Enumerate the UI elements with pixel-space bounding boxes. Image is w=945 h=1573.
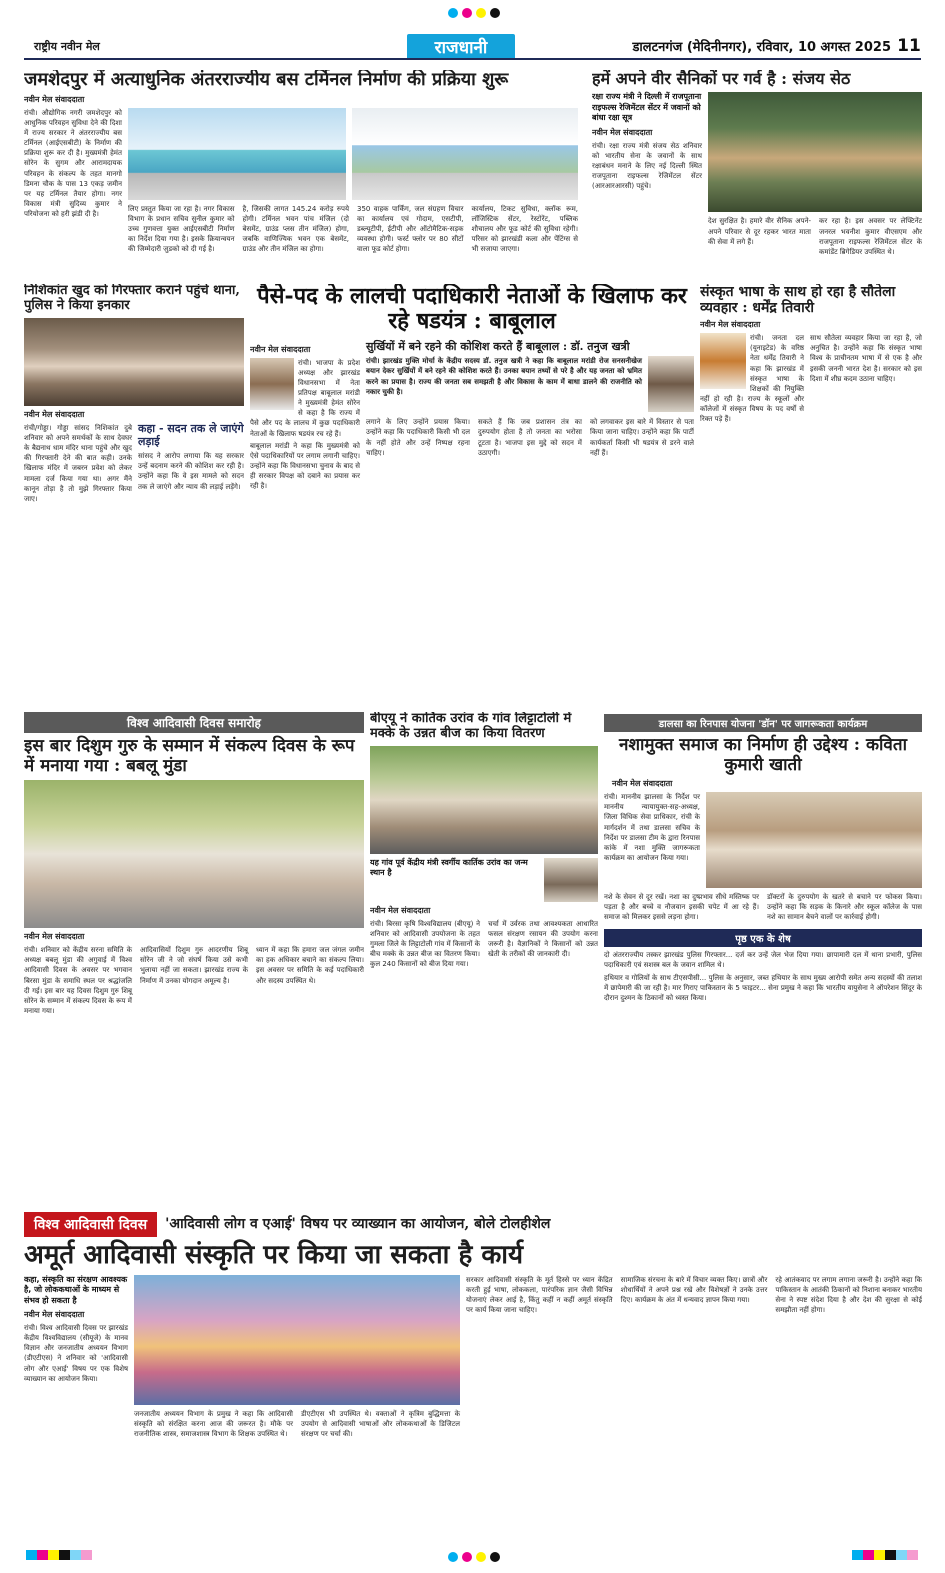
headline: हमें अपने वीर सैनिकों पर गर्व है : संजय सेठ bbox=[592, 70, 851, 88]
story-text: साथ सौतेला व्यवहार किया जा रहा है, जो अनुचित है। उन्होंने कहा कि संस्कृत भाषा विश्व के प्राचीनतम भाषा में से एक है और इसकी जननी भारत देश है। सरकार को इस दिशा में शीघ्र कदम उठाना चाहिए। bbox=[810, 334, 922, 383]
lecture-group-photo bbox=[134, 1275, 460, 1405]
byline: नवीन मेल संवाददाता bbox=[250, 344, 311, 354]
tribal-ai-story bbox=[24, 1212, 922, 1544]
tanuj-khatri-photo bbox=[648, 356, 694, 412]
section-tag: विश्व आदिवासी दिवस समारोह bbox=[24, 712, 364, 733]
headline: इस बार दिशुम गुरु के सम्मान में संकल्प दिवस के रूप में मनाया गया : बबलू मुंडा bbox=[24, 736, 355, 776]
registration-marks-bottom bbox=[448, 1552, 500, 1562]
continued-text: दो अंतरराज्यीय तस्कर झारखंड पुलिस गिरफ्तार... दर्ज कर उन्हें जेल भेज दिया गया। छापामारी दल में थाना प्रभारी, पुलिस पदाधिकारी एवं सशस्त्र बल के जवान शामिल थे। bbox=[604, 950, 922, 969]
section-tag: विश्व आदिवासी दिवस bbox=[24, 1212, 157, 1237]
story-text: है, जिसकी लागत 145.24 करोड़ रुपये होगी। टर्मिनल भवन पांच मंजिल (दो बेसमेंट, ग्राउंड प्लस तीन मंजिल) होगा, जबकि वाणिज्यिक भवन एक बेसमेंट, ग्राउंड और तीन मंजिल का होगा। bbox=[242, 204, 349, 254]
headline: जमशेदपुर में अत्याधुनिक अंतरराज्यीय बस टर्मिनल निर्माण की प्रक्रिया शुरू bbox=[24, 70, 509, 90]
story-text: कर रहा है। इस अवसर पर लेफ्टिनेंट जनरल भवनीश कुमार वीएसएम और राजपूताना राइफल्स रेजिमेंटल सेंटर के कमांडेंट ब्रिगेडियर उपस्थित थे। bbox=[819, 217, 922, 256]
story-text: रांची। रक्षा राज्य मंत्री संजय सेठ शनिवार को भारतीय सेना के जवानों के साथ रक्षाबंधन मनाने के लिए नई दिल्ली स्थित राजपूताना राइफल्स रेजिमेंटल सेंटर (आरआरआरसी) पहुंचे। bbox=[592, 141, 702, 191]
continued-box-title: पृष्ठ एक के शेष bbox=[604, 929, 922, 947]
pull-quote: कहा - सदन तक ले जाएंगे लड़ाई bbox=[138, 421, 244, 448]
kicker-headline: 'आदिवासी लोग व एआई' विषय पर व्याख्यान का आयोजन, बोले टोलहीशेल bbox=[165, 1216, 551, 1233]
subheadline: कहा, संस्कृति का संरक्षण आवश्यक है, जो लोककथाओं के माध्यम से संभव हो सकता है bbox=[24, 1274, 128, 1305]
byline: नवीन मेल संवाददाता bbox=[24, 932, 85, 942]
nishikant-dubey-photo bbox=[24, 318, 244, 406]
byline: नवीन मेल संवाददाता bbox=[24, 94, 85, 104]
dharmendra-tiwari-photo bbox=[700, 333, 746, 389]
story-text: सरकार आदिवासी संस्कृति के मूर्त हिस्से पर ध्यान केंद्रित करती हुई भाषा, लोककला, पारंपरिक ज्ञान जैसी विभिन्न योजनाएं लेकर आई है, किंतु कहीं न कहीं अमूर्त संस्कृति पर कार्य किया जाना चाहिए। bbox=[466, 1275, 613, 1315]
bau-story bbox=[370, 712, 598, 1204]
story-text: रांची। बिरसा कृषि विश्वविद्यालय (बीएयू) ने शनिवार को आदिवासी उपयोजना के तहत गुमला जिले के लिट्टाटोली गांव में किसानों के बीच मक्के के उन्नत बीज का वितरण किया। कुल 240 किसानों को बीज दिया गया। bbox=[370, 919, 480, 969]
byline: नवीन मेल संवाददाता bbox=[24, 409, 85, 419]
story-text: नशे के सेवन से दूर रखें। नशा का दुष्प्रभाव सीधे मस्तिष्क पर पड़ता है और बच्चे व नौजवान इसकी चपेट में आ रहे हैं। समाज को मिलकर इससे लड़ना होगा। bbox=[604, 893, 759, 922]
registration-marks-top bbox=[448, 8, 500, 18]
headline: संस्कृत भाषा के साथ हो रहा है सौतेला व्यवहार : धर्मेंद्र तिवारी bbox=[700, 284, 896, 317]
byline: नवीन मेल संवाददाता bbox=[592, 127, 653, 137]
bus-terminal-rendering-2 bbox=[352, 108, 578, 200]
headline: अमूर्त आदिवासी संस्कृति पर किया जा सकता है कार्य bbox=[24, 1240, 524, 1270]
continued-text: हथियार व गोलियों के साथ टीएसपीसी... पुलिस के अनुसार, जब्त हथियार के साथ मुख्य आरोपी समेत अन्य सदस्यों की तलाश में छापेमारी की जा रही है। मार गिराए पाकिस्तान के 5 फाइटर... सेना प्रमुख ने कहा कि भारतीय वायुसेना ने ऑपरेशन सिंदूर के दौरान दुश्मन के ठिकानों को ध्वस्त किया। bbox=[604, 973, 922, 1003]
tribal-day-gathering-photo bbox=[24, 780, 364, 928]
bus-terminal-story bbox=[24, 70, 584, 280]
color-bar-left bbox=[26, 1550, 92, 1560]
headline: नशामुक्त समाज का निर्माण ही उद्देश्य : कविता कुमारी खाती bbox=[619, 735, 907, 775]
story-text: डीएटीएस भी उपस्थित थे। वक्ताओं ने कृत्रिम बुद्धिमत्ता के उपयोग से आदिवासी भाषाओं और लोककथाओं के डिजिटल संरक्षण पर चर्चा की। bbox=[301, 1409, 460, 1439]
bus-terminal-rendering-1 bbox=[128, 108, 346, 200]
byline: नवीन मेल संवाददाता bbox=[700, 320, 761, 330]
story-text: रांची। माननीय झालसा के निर्देश पर माननीय न्यायायुक्त-सह-अध्यक्ष, जिला विधिक सेवा प्राधिकार, रांची के मार्गदर्शन में तथा डालसा सचिव के निर्देश पर डालसा टीम के द्वारा रिनपास कांके में नशा मुक्ति जागरूकता कार्यक्रम का आयोजन किया गया। bbox=[604, 793, 700, 862]
story-text: आदिवासियों दिशुम गुरु आदरणीय शिबू सोरेन जी ने जो संघर्ष किया उसे कभी भुलाया नहीं जा सकता। झारखंड राज्य के निर्माण में उनका योगदान अमूल्य है। bbox=[140, 946, 248, 985]
story-text: रांची। विश्व आदिवासी दिवस पर झारखंड केंद्रीय विश्वविद्यालय (सीयूजे) के मानव विज्ञान और जनजातीय अध्ययन विभाग (डीएटीएस) ने शनिवार को 'आदिवासी लोग और एआई' विषय पर एक विशेष व्याख्यान का आयोजन किया। bbox=[24, 1324, 128, 1383]
tanuj-story-text: रांची। झारखंड मुक्ति मोर्चा के केंद्रीय सदस्य डॉ. तनुज खत्री ने कहा कि बाबूलाल मरांडी रोज सनसनीखेज बयान देकर सुर्खियों में बने रहने की कोशिश करते हैं। उनका बयान तथ्यों से परे है और यह जनता को भ्रमित करने का प्रयास है। राज्य की जनता सब समझती है और विकास के काम में बाधा डालने की राजनीति को नकार चुकी है। bbox=[366, 357, 642, 396]
section-tag: डालसा का रिनपास योजना 'डॉन' पर जागरूकता कार्यक्रम bbox=[604, 714, 922, 732]
story-text: ध्यान में कहा कि हमारा जल जंगल जमीन का हक अधिकार बचाने का संकल्प लिया। इस अवसर पर समिति के कई पदाधिकारी और सदस्य उपस्थित थे। bbox=[256, 946, 364, 985]
subheadline: रक्षा राज्य मंत्री ने दिल्ली में राजपूताना राइफल्स रेजिमेंटल सेंटर में जवानों को बांधा रक्षा सूत्र bbox=[592, 92, 702, 123]
story-text: रहे आतंकवाद पर लगाम लगाना जरूरी है। उन्होंने कहा कि पाकिस्तान के आतंकी ठिकानों को निशाना बनाकर भारतीय सेना ने स्पष्ट संदेश दिया है और देश की सुरक्षा से कोई समझौता नहीं होगा। bbox=[775, 1275, 922, 1315]
story-text: सांसद ने आरोप लगाया कि यह सरकार उन्हें बदनाम करने की कोशिश कर रही है। उन्होंने कहा कि वे इस मामले को सदन तक ले जाएंगे और न्याय की लड़ाई लड़ेंगे। bbox=[138, 452, 244, 491]
story-text: बाबूलाल मरांडी ने कहा कि मुख्यमंत्री को ऐसे पदाधिकारियों पर लगाम लगानी चाहिए। उन्होंने कहा कि विधानसभा चुनाव के बाद से ही सरकार विपक्ष को दबाने का प्रयास कर रही है। bbox=[250, 441, 360, 491]
babulal-marandi-photo bbox=[250, 358, 294, 410]
paper-name: राष्ट्रीय नवीन मेल bbox=[34, 39, 100, 53]
byline: नवीन मेल संवाददाता bbox=[370, 905, 431, 915]
story-text: डॉक्टरों के दुरुपयोग के खतरे से बचाने पर फोकस किया। उन्होंने कहा कि सड़क के किनारे और स्कूल कॉलेज के पास नशे का सामान बेचने वालों पर कार्रवाई होगी। bbox=[767, 893, 922, 922]
headline: पैसे-पद के लालची पदाधिकारी नेताओं के खिलाफ कर रहे षडयंत्र : बाबूलाल bbox=[257, 284, 687, 335]
babulal-story bbox=[250, 284, 694, 704]
story-text: जनजातीय अध्ययन विभाग के प्रमुख ने कहा कि आदिवासी संस्कृति को संरक्षित करना आज की जरूरत है। मौके पर राजनीतिक शास्त्र, समाजशास्त्र विभाग के शिक्षक उपस्थित थे। bbox=[134, 1409, 293, 1439]
awareness-program-photo bbox=[706, 792, 922, 888]
headline: निशिकांत खुद को गिरफ्तार कराने पहुंचे थाना, पुलिस ने किया इनकार bbox=[24, 284, 240, 313]
nasha-mukti-story bbox=[604, 712, 922, 1204]
nishikant-story bbox=[24, 284, 244, 704]
byline: नवीन मेल संवाददाता bbox=[612, 779, 673, 789]
story-text: सामाजिक संरचना के बारे में विचार व्यक्त किए। छात्रों और शोधार्थियों ने अपने प्रश्न रखे और विशेषज्ञों ने उनके उत्तर दिए। कार्यक्रम के अंत में धन्यवाद ज्ञापन किया गया। bbox=[620, 1275, 768, 1305]
story-text: रांची। शनिवार को केंद्रीय सरना समिति के अध्यक्ष बबलू मुंडा की अगुवाई में विश्व आदिवासी दिवस के अवसर पर भगवान बिरसा मुंडा के समाधि स्थल पर श्रद्धांजलि दी गई। इस बार यह दिवस दिशुम गुरु शिबू सोरेन के सम्मान में संकल्प दिवस के रूप में मनाया गया। bbox=[24, 946, 132, 1015]
masthead bbox=[24, 34, 921, 60]
story-text: रांची। जनता दल (यूनाइटेड) के वरिष्ठ नेता धर्मेंद्र तिवारी ने कहा कि झारखंड में संस्कृत भाषा के शिक्षकों की नियुक्ति नहीं हो रही है। राज्य के स्कूलों और कॉलेजों में संस्कृत विषय के पद वर्षों से रिक्त पड़े हैं। bbox=[700, 334, 804, 424]
sainik-story bbox=[592, 70, 922, 280]
disum-guru-story bbox=[24, 712, 364, 1204]
story-text: 350 वाहक पार्किंग, जल संग्रहण विचार का कार्यालय एवं गोदाम, एसटीपी, डब्ल्यूटीपी, ईटीपी और ऑटोमैटिक-सड़क व्यवस्था होगी। फर्स्ट फ्लोर पर 80 सीटों वाला फूड कोर्ट होगा। bbox=[357, 204, 464, 254]
minister-with-soldiers-photo bbox=[708, 92, 922, 212]
story-text: सकते हैं कि जब प्रशासन तंत्र का दुरुपयोग होता है तो जनता का भरोसा टूटता है। भाजपा इस मुद्दे को सदन में उठाएगी। bbox=[478, 418, 582, 457]
byline: नवीन मेल संवाददाता bbox=[24, 1310, 85, 1320]
story-text: कार्यालय, टिकट सुविधा, क्लॉक रूम, लॉजिस्टिक सेंटर, रेस्टोरेंट, पब्लिक शौचालय और फूड कोर्ट की सुविधा रहेगी। परिसर को झारखंडी कला और पेंटिंग्स से भी सजाया जाएगा। bbox=[471, 204, 578, 254]
story-text: को लगवाकर इस बारे में विस्तार से पता किया जाना चाहिए। उन्होंने कहा कि पार्टी कार्यकर्ता किसी भी षडयंत्र से डरने वाले नहीं हैं। bbox=[590, 418, 694, 457]
story-text: रांची। औद्योगिक नगरी जमशेदपुर को आधुनिक परिवहन सुविधा देने की दिशा में राज्य सरकार ने अंतरराज्यीय बस टर्मिनल (आईएसबीटी) के निर्माण की प्रक्रिया शुरू कर दी है। मुख्यमंत्री हेमंत सोरेन के सुगम और आरामदायक परिवहन के संकल्प के तहत मानगो डिमना चौक के पास 13 एकड़ जमीन पर यह टर्मिनल तैयार होगा। नगर विकास मंत्री सुदिव्य कुमार ने परियोजना को हरी झंडी दी है। bbox=[24, 108, 122, 219]
color-bar-right bbox=[852, 1550, 918, 1560]
headline: बीएयू ने कार्तिक उरांव के गांव लिट्टाटोली में मक्के के उन्नत बीज का किया वितरण bbox=[370, 712, 572, 741]
section-name: राजधानी bbox=[407, 34, 515, 58]
story-text: रांची/गोड्डा। गोड्डा सांसद निशिकांत दुबे शनिवार को अपने समर्थकों के साथ देवघर के बैद्यनाथ धाम मंदिर थाना पहुंचे और खुद की गिरफ्तारी देने की बात कही। उनके खिलाफ मंदिर में जबरन प्रवेश को लेकर मामला दर्ज किया गया था। अगर मैंने कानून तोड़ा है तो मुझे गिरफ्तार किया जाए। bbox=[24, 423, 132, 503]
dateline: डालटनगंज (मेदिनीनगर), रविवार, 10 अगस्त 2025 bbox=[632, 40, 891, 55]
seed-distribution-photo bbox=[370, 746, 598, 854]
story-text: लगाने के लिए उन्होंने प्रयास किया। उन्होंने कहा कि पदाधिकारी किसी भी दल के नहीं होते और उन्हें निष्पक्ष रहना चाहिए। bbox=[366, 418, 470, 457]
story-text: लिए प्रस्तुत किया जा रहा है। नगर विकास विभाग के प्रधान सचिव सुनील कुमार को उच्च गुणवत्ता युक्त आईएसबीटी निर्माण का निर्देश दिया गया है। इसके क्रियान्वयन की जिम्मेदारी जुडको को दी गई है। bbox=[128, 204, 235, 254]
story-text: चर्चा में उर्वरक तथा आवश्यकता आधारित फसल संरक्षण रसायन की उपयोग करना जरूरी है। वैज्ञानिकों ने किसानों को उन्नत खेती के तरीकों की जानकारी दी। bbox=[488, 919, 598, 959]
sanskrit-story bbox=[700, 284, 922, 704]
tanuj-headline: सुर्खियों में बने रहने की कोशिश करते हैं बाबूलाल : डॉ. तनुज खत्री bbox=[366, 339, 630, 353]
story-text: रांची। भाजपा के प्रदेश अध्यक्ष और झारखंड विधानसभा में नेता प्रतिपक्ष बाबूलाल मरांडी ने मुख्यमंत्री हेमंत सोरेन से कहा है कि राज्य में पैसे और पद के लालच में कुछ पदाधिकारी नेताओं के खिलाफ षडयंत्र रच रहे हैं। bbox=[250, 358, 360, 438]
story-text: देश सुरक्षित है। हमारे वीर सैनिक अपने-अपने परिवार से दूर रहकर भारत माता की सेवा में लगे हैं। bbox=[708, 217, 811, 246]
page-number: 11 bbox=[897, 36, 921, 56]
photo-caption: यह गांव पूर्व केंद्रीय मंत्री स्वर्गीय कार्तिक उरांव का जन्म स्थान है bbox=[370, 857, 528, 878]
kartik-oraon-photo bbox=[544, 858, 598, 902]
